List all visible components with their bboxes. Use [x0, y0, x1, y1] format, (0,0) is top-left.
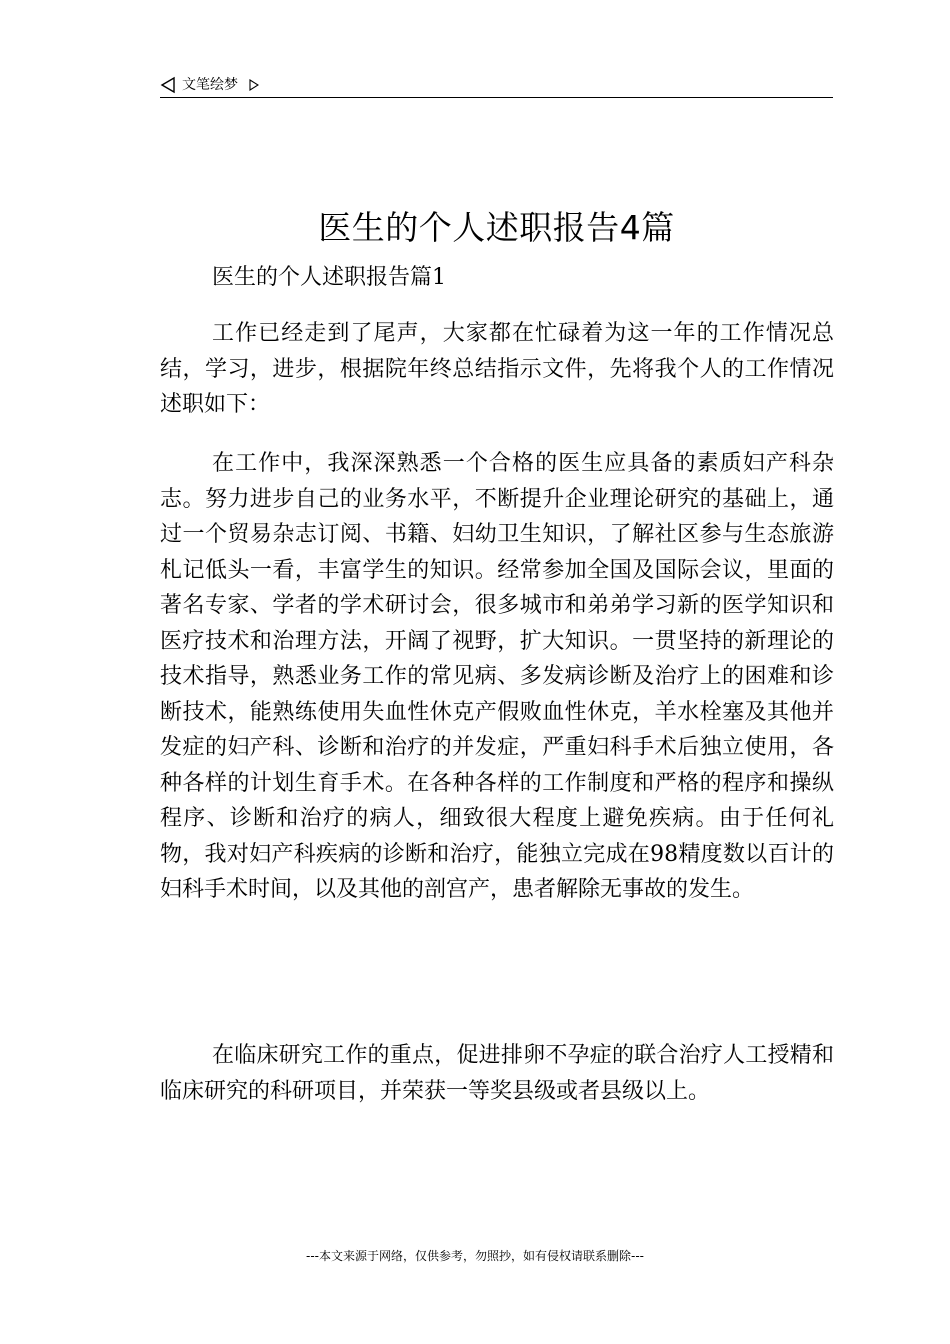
header-brand: 文笔绘梦: [182, 77, 238, 93]
document-subtitle: 医生的个人述职报告篇1: [212, 265, 446, 290]
triangle-right-outline-icon: [249, 76, 259, 88]
footer-disclaimer: ---本文来源于网络，仅供参考，勿照抄，如有侵权请联系删除---: [306, 1249, 644, 1263]
document-title: 医生的个人述职报告4篇: [318, 208, 675, 247]
body-paragraph-3: 在临床研究工作的重点，促进排卵不孕症的联合治疗人工授精和临床研究的科研项目，并荣获一等奖县级或者县级以上。: [160, 1043, 834, 1104]
header-divider: [160, 97, 833, 98]
body-paragraph-1: 工作已经走到了尾声，大家都在忙碌着为这一年的工作情况总结，学习，进步，根据院年终总结指示文件，先将我个人的工作情况述职如下：: [160, 321, 834, 417]
page-header: [160, 74, 833, 98]
body-paragraph-2: 在工作中，我深深熟悉一个合格的医生应具备的素质妇产科杂志。努力进步自己的业务水平，不断提升企业理论研究的基础上，通过一个贸易杂志订阅、书籍、妇幼卫生知识，了解社区参与生态旅游札记低头一看，丰富学生的知识。经常参加全国及国际会议，里面的著名专家、学者的学术研讨会，很多城市和弟弟学习新的医学知识和医疗技术和治理方法，开阔了视野，扩大知识。一贯坚持的新理论的技术指导，熟悉业务工作的常见病、多发病诊断及治疗上的困难和诊断技术，能熟练使用失血性休克产假败血性休克，羊水栓塞及其他并发症的妇产科、诊断和治疗的并发症，严重妇科手术后独立使用，各种各样的计划生育手术。在各种各样的工作制度和严格的程序和操纵程序、诊断和治疗的病人，细致很大程度上避免疾病。由于任何礼物，我对妇产科疾病的诊断和治疗，能独立完成在98精度数以百计的妇科手术时间，以及其他的剖宫产，患者解除无事故的发生。: [160, 451, 834, 902]
triangle-left-outline-icon: [160, 76, 176, 94]
